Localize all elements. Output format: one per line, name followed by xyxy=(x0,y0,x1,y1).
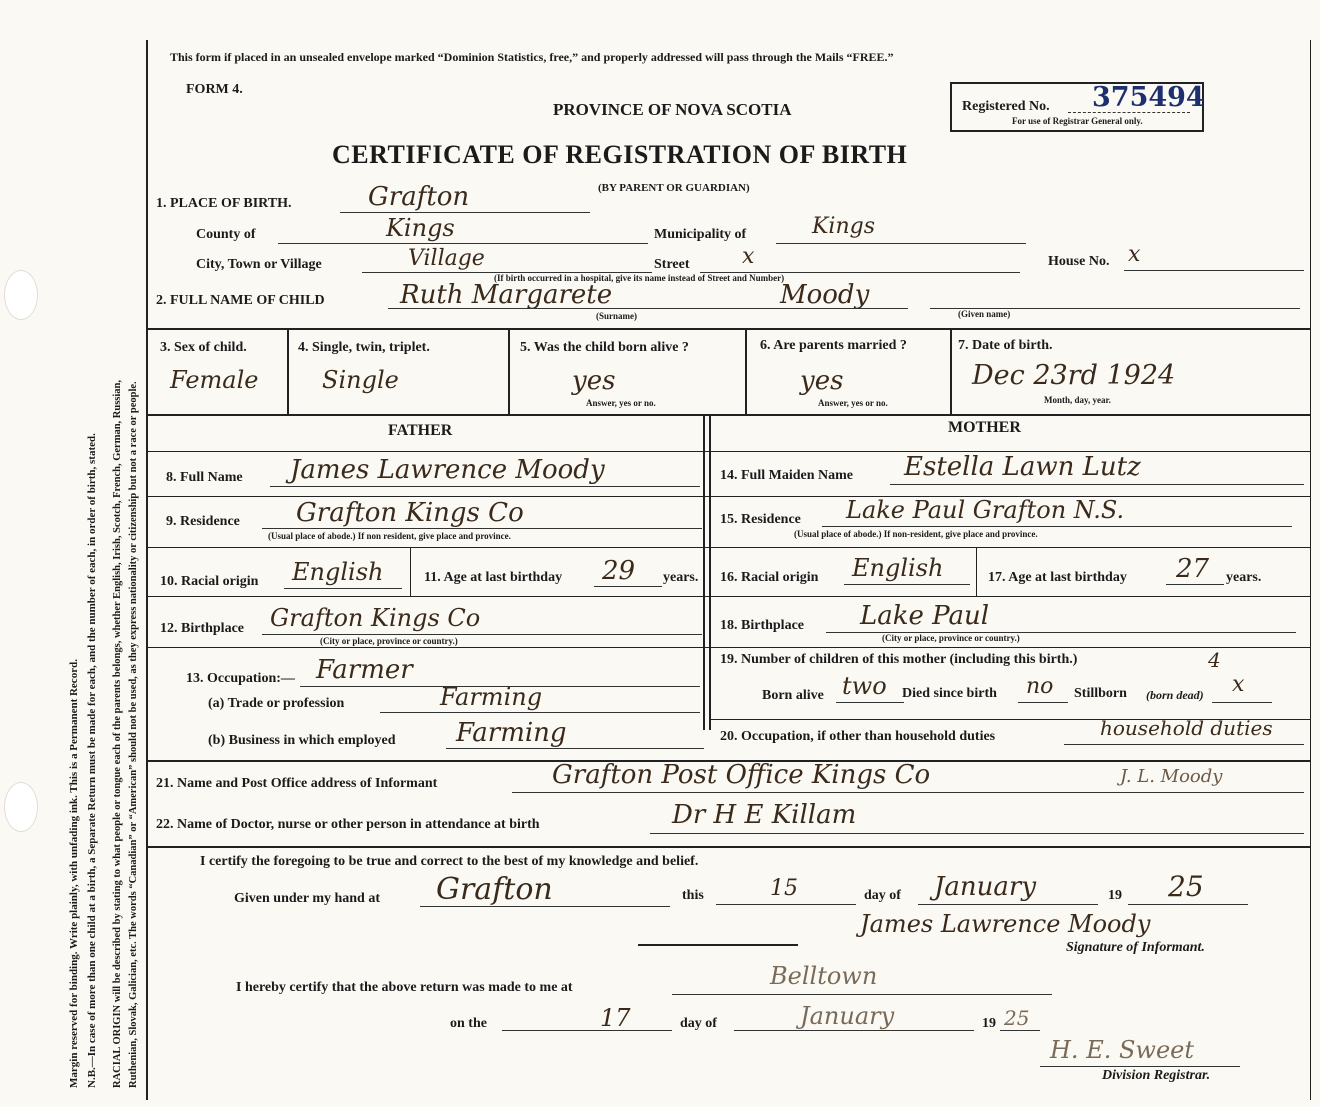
informant-signature-label: Signature of Informant. xyxy=(1066,940,1205,955)
street-value: x xyxy=(742,244,755,269)
this-label: this xyxy=(682,888,704,903)
mother-age-label: 17. Age at last birthday xyxy=(988,570,1127,585)
father-race-label: 10. Racial origin xyxy=(160,574,259,589)
died-since-birth-value: no xyxy=(1026,674,1054,699)
sex-label: 3. Sex of child. xyxy=(160,340,247,355)
informant-signature: James Lawrence Moody xyxy=(860,910,1151,938)
father-occupation-label: 13. Occupation:— xyxy=(186,671,295,686)
place-of-birth-label: 1. PLACE OF BIRTH. xyxy=(156,196,292,211)
mother-residence-label: 15. Residence xyxy=(720,512,801,527)
registrar-year-prefix: 19 xyxy=(982,1016,996,1031)
given-month-value: January xyxy=(934,872,1037,902)
stillborn-value: x xyxy=(1232,672,1245,697)
stillborn-label: Stillborn xyxy=(1074,686,1127,701)
registrar-signature: H. E. Sweet xyxy=(1050,1036,1194,1064)
day-of-label: day of xyxy=(864,888,901,903)
mother-name-value: Estella Lawn Lutz xyxy=(904,452,1141,482)
dob-label: 7. Date of birth. xyxy=(958,338,1053,353)
given-year-value: 25 xyxy=(1168,870,1204,903)
margin-line-4: Ruthenian, Slovak, Galician, etc. The words “Canadian” or “American” should not be used, as they express nationality or citizenship but not a race or people. xyxy=(128,381,139,1088)
mailing-notice: This form if placed in an unsealed envelope marked “Dominion Statistics, free,” and properly addressed will pass through the Mails “FREE.” xyxy=(170,50,894,64)
informant-value: Grafton Post Office Kings Co xyxy=(552,760,931,790)
municipality-value: Kings xyxy=(812,214,876,239)
punch-hole-bottom xyxy=(4,782,38,832)
city-value: Village xyxy=(408,246,485,271)
house-no-label: House No. xyxy=(1048,254,1110,269)
city-label: City, Town or Village xyxy=(196,257,322,272)
father-heading: FATHER xyxy=(388,422,453,439)
form-number: FORM 4. xyxy=(186,82,243,97)
plurality-value: Single xyxy=(322,366,399,394)
year-prefix: 19 xyxy=(1108,888,1122,903)
registrar-day-value: 17 xyxy=(600,1004,631,1032)
father-age-label: 11. Age at last birthday xyxy=(424,570,563,585)
mother-occupation-value: household duties xyxy=(1100,716,1273,740)
given-under-label: Given under my hand at xyxy=(234,891,380,906)
county-label: County of xyxy=(196,227,256,242)
punch-hole-top xyxy=(4,270,38,320)
given-name-note: (Given name) xyxy=(958,309,1011,319)
registrar-general-note: For use of Registrar General only. xyxy=(1012,116,1143,126)
certify-statement: I certify the foregoing to be true and correct to the best of my knowledge and belief. xyxy=(200,854,699,869)
certificate-title: CERTIFICATE OF REGISTRATION OF BIRTH xyxy=(332,140,908,169)
father-race-value: English xyxy=(292,558,384,586)
street-note: (If birth occurred in a hospital, give its name instead of Street and Number) xyxy=(494,273,785,283)
dob-note: Month, day, year. xyxy=(1044,395,1111,405)
father-birthplace-label: 12. Birthplace xyxy=(160,621,244,636)
plurality-label: 4. Single, twin, triplet. xyxy=(298,340,430,355)
child-given-name: Ruth Margarete xyxy=(400,280,613,310)
given-place-value: Grafton xyxy=(436,872,553,907)
mother-residence-value: Lake Paul Grafton N.S. xyxy=(846,496,1125,524)
mother-birthplace-value: Lake Paul xyxy=(860,601,990,631)
born-alive-value: yes xyxy=(572,366,616,396)
father-residence-label: 9. Residence xyxy=(166,514,240,529)
father-birthplace-note: (City or place, province or country.) xyxy=(320,636,458,646)
married-label: 6. Are parents married ? xyxy=(760,338,907,353)
mother-occupation-label: 20. Occupation, if other than household duties xyxy=(720,729,996,744)
business-label: (b) Business in which employed xyxy=(208,733,396,748)
registered-no-label: Registered No. xyxy=(962,99,1050,114)
certificate-subtitle: (BY PARENT OR GUARDIAN) xyxy=(598,182,750,194)
children-count-label: 19. Number of children of this mother (including this birth.) xyxy=(720,652,1078,667)
doctor-value: Dr H E Killam xyxy=(672,800,857,830)
father-age-value: 29 xyxy=(602,556,636,586)
trade-label: (a) Trade or profession xyxy=(208,696,345,711)
registrar-month-value: January xyxy=(800,1002,895,1030)
children-count-value: 4 xyxy=(1208,648,1221,672)
father-residence-value: Grafton Kings Co xyxy=(296,498,524,528)
child-surname: Moody xyxy=(780,280,870,310)
mother-race-value: English xyxy=(852,554,944,582)
margin-line-1: Margin reserved for binding. Write plainly, with unfading ink. This is a Permanent Record. xyxy=(68,659,80,1088)
registrar-place-value: Belltown xyxy=(770,962,878,990)
municipality-label: Municipality of xyxy=(654,227,747,242)
registrar-statement: I hereby certify that the above return was made to me at xyxy=(236,980,573,995)
father-birthplace-value: Grafton Kings Co xyxy=(270,604,481,632)
house-no-value: x xyxy=(1128,242,1141,267)
father-name-label: 8. Full Name xyxy=(166,470,243,485)
born-alive-count-label: Born alive xyxy=(762,688,824,703)
trade-value: Farming xyxy=(440,683,543,711)
margin-line-3: RACIAL ORIGIN will be described by stating to what people or tongue each of the parents belongs, whether English, Irish, Scotch, French, German, Russian, xyxy=(112,379,123,1088)
sex-value: Female xyxy=(170,366,259,394)
born-alive-note: Answer, yes or no. xyxy=(586,398,656,408)
mother-age-value: 27 xyxy=(1176,554,1210,584)
division-registrar-label: Division Registrar. xyxy=(1102,1068,1211,1083)
father-age-years: years. xyxy=(663,570,699,585)
margin-rule xyxy=(146,40,148,1100)
informant-label: 21. Name and Post Office address of Informant xyxy=(156,776,438,791)
registered-number: 375494 xyxy=(1092,82,1205,113)
stillborn-note: (born dead) xyxy=(1146,688,1204,702)
child-name-label: 2. FULL NAME OF CHILD xyxy=(156,293,325,308)
mother-birthplace-note: (City or place, province or country.) xyxy=(882,633,1020,643)
given-day-value: 15 xyxy=(770,876,798,901)
father-name-value: James Lawrence Moody xyxy=(290,455,605,485)
informant-initials: J. L. Moody xyxy=(1120,766,1223,787)
on-the-label: on the xyxy=(450,1016,487,1031)
mother-age-years: years. xyxy=(1226,570,1262,585)
street-label: Street xyxy=(654,257,690,272)
mother-race-label: 16. Racial origin xyxy=(720,570,819,585)
father-occupation-value: Farmer xyxy=(316,655,413,685)
died-since-birth-label: Died since birth xyxy=(902,686,997,701)
province-title: PROVINCE OF NOVA SCOTIA xyxy=(553,100,792,119)
born-alive-count-value: two xyxy=(842,672,887,700)
registrar-day-of-label: day of xyxy=(680,1016,717,1031)
born-alive-label: 5. Was the child born alive ? xyxy=(520,340,689,355)
mother-name-label: 14. Full Maiden Name xyxy=(720,468,853,483)
married-value: yes xyxy=(800,366,844,396)
margin-line-2: N.B.—In case of more than one child at a birth, a Separate Return must be made for each, and the number of each, in order of birth, stated. xyxy=(86,433,98,1088)
registrar-year-value: 25 xyxy=(1004,1006,1030,1030)
doctor-label: 22. Name of Doctor, nurse or other person in attendance at birth xyxy=(156,817,540,832)
mother-residence-note: (Usual place of abode.) If non-resident, give place and province. xyxy=(794,529,1038,539)
county-value: Kings xyxy=(386,214,455,242)
married-note: Answer, yes or no. xyxy=(818,398,888,408)
place-of-birth-value: Grafton xyxy=(368,182,470,212)
father-residence-note: (Usual place of abode.) If non resident, give place and province. xyxy=(268,531,511,541)
right-border xyxy=(1310,40,1311,1100)
mother-birthplace-label: 18. Birthplace xyxy=(720,618,804,633)
surname-note: (Surname) xyxy=(596,311,637,321)
dob-value: Dec 23rd 1924 xyxy=(972,360,1176,391)
mother-heading: MOTHER xyxy=(948,419,1021,436)
business-value: Farming xyxy=(456,718,567,748)
